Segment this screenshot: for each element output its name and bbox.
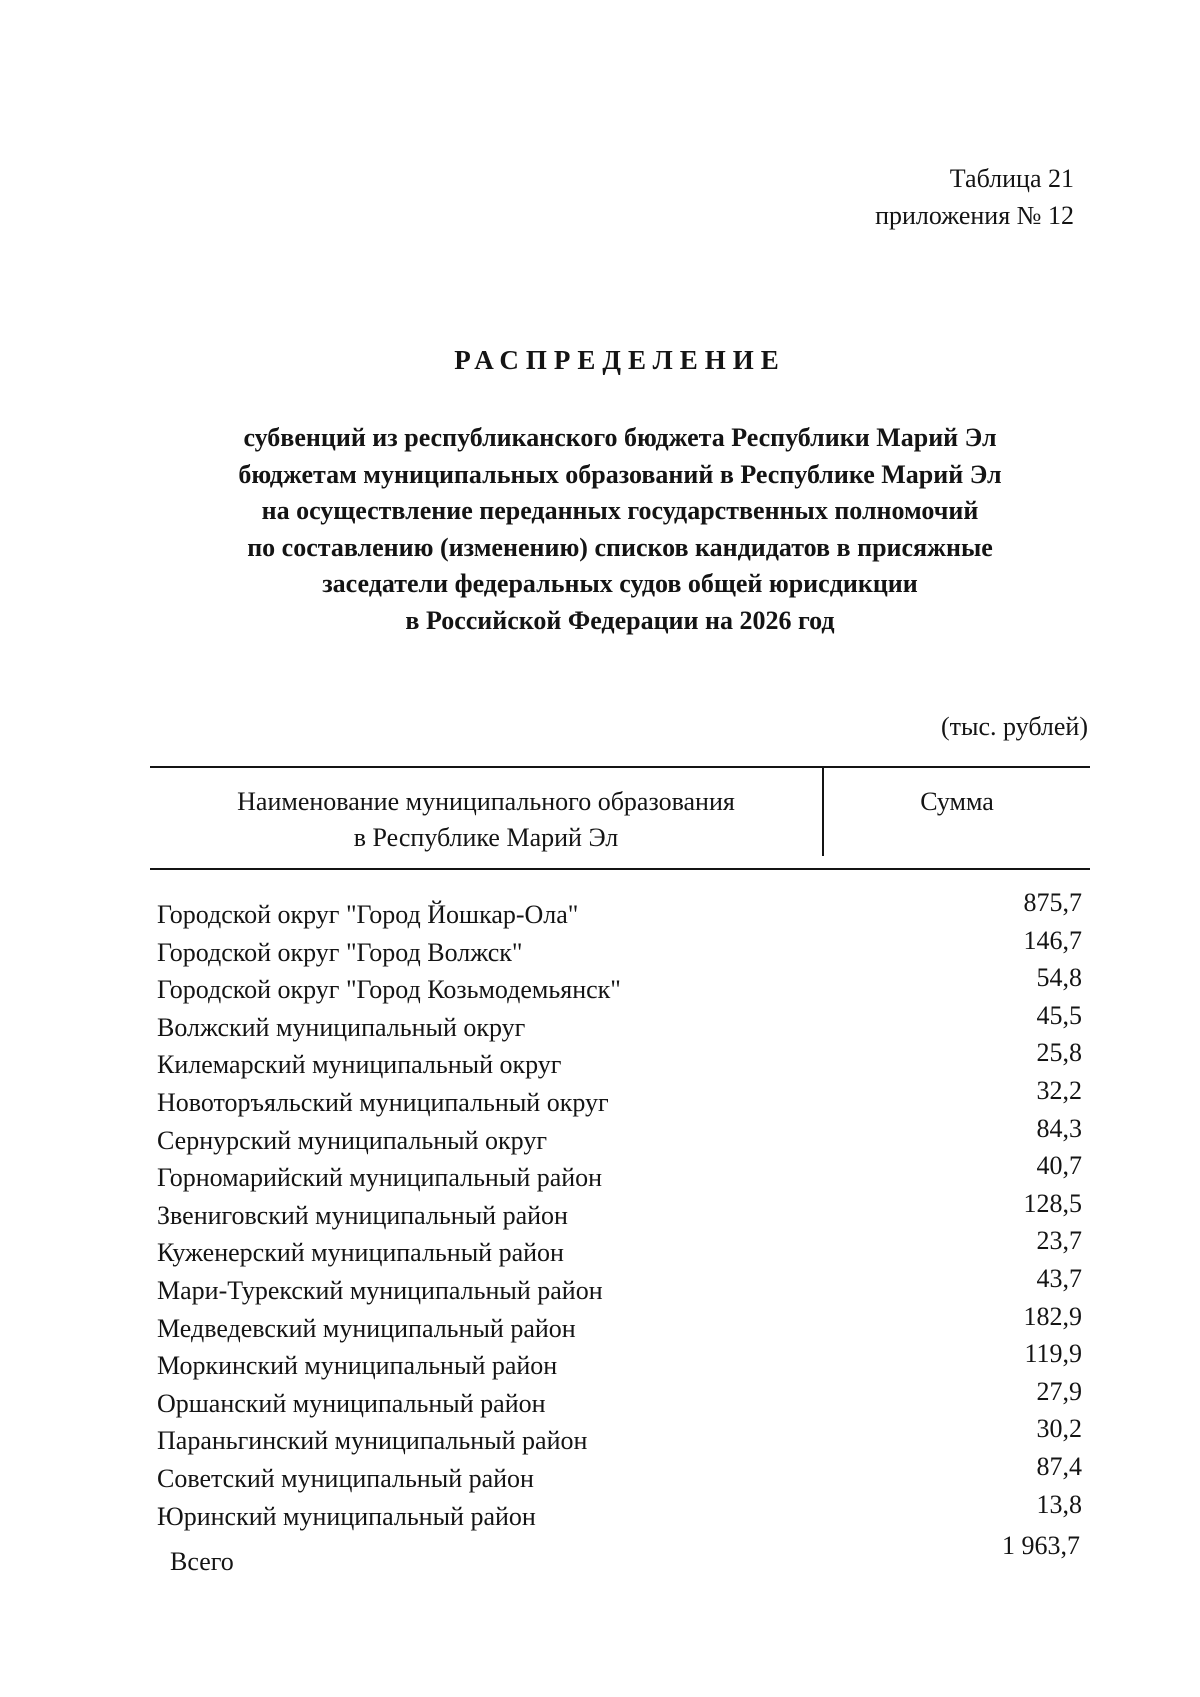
table-row — [157, 1263, 1082, 1305]
table-total-row — [170, 1531, 1080, 1576]
column-header-name — [150, 784, 822, 856]
municipality-name: Сернурский муниципальный округ — [157, 1125, 547, 1155]
subvention-amount: 128,5 — [1023, 1188, 1082, 1218]
subvention-amount: 40,7 — [1036, 1151, 1082, 1181]
table-row — [157, 1040, 1082, 1078]
municipality-name: Советский муниципальный район — [157, 1463, 534, 1493]
table-body — [157, 890, 1082, 1529]
subvention-amount: 13,8 — [1036, 1489, 1082, 1519]
municipality-name: Медведевский муниципальный район — [157, 1313, 576, 1343]
table-row — [157, 1416, 1082, 1454]
municipality-name: Звениговский муниципальный район — [157, 1200, 568, 1230]
table-row — [157, 1113, 1082, 1155]
municipality-name: Городской округ "Город Козьмодемьянск" — [157, 975, 621, 1005]
municipality-name: Городской округ "Город Йошкар-Ола" — [157, 900, 579, 929]
table-row — [157, 1341, 1082, 1379]
table-row — [157, 1489, 1082, 1531]
table-row — [157, 1075, 1082, 1117]
column-header-name-line1: Наименование муниципального образования — [237, 787, 735, 816]
subvention-amount: 27,9 — [1036, 1376, 1082, 1406]
column-header-name-line2: в Республике Марий Эл — [353, 823, 619, 852]
table-row — [157, 1301, 1082, 1343]
subtitle-line: заседатели федеральных судов общей юрисдикции — [322, 569, 918, 598]
subtitle-line: субвенций из республиканского бюджета Республики Марий Эл — [243, 423, 997, 452]
municipality-name: Оршанский муниципальный район — [157, 1388, 546, 1418]
table-row — [157, 1188, 1082, 1230]
table-row — [157, 1451, 1082, 1493]
subvention-amount: 30,2 — [1036, 1414, 1082, 1444]
subvention-amount: 84,3 — [1036, 1113, 1082, 1143]
subvention-amount: 32,2 — [1036, 1075, 1082, 1105]
table-row — [157, 1228, 1082, 1266]
total-amount: 1 963,7 — [1002, 1531, 1080, 1560]
municipality-name: Моркинский муниципальный район — [157, 1351, 558, 1381]
subvention-amount: 87,4 — [1036, 1451, 1082, 1481]
municipality-name: Волжский муниципальный округ — [157, 1012, 526, 1042]
municipality-name: Параньгинский муниципальный район — [157, 1426, 588, 1456]
appendix-reference: приложения № 12 — [875, 201, 1074, 230]
table-reference — [875, 160, 1074, 234]
subtitle-line: по составлению (изменению) списков кандидатов в присяжные — [247, 532, 993, 562]
table-row — [157, 1376, 1082, 1418]
document-title: РАСПРЕДЕЛЕНИЕ — [454, 345, 786, 375]
total-label: Всего — [170, 1547, 234, 1576]
column-header-sum: Сумма — [920, 787, 994, 816]
municipality-name: Горномарийский муниципальный район — [157, 1163, 603, 1193]
table-header — [150, 766, 1090, 870]
table-row — [157, 965, 1082, 1003]
subvention-amount: 23,7 — [1036, 1226, 1082, 1256]
table-row — [157, 1000, 1082, 1042]
municipality-name: Мари-Турекский муниципальный район — [157, 1275, 603, 1305]
municipality-name: Куженерский муниципальный район — [157, 1238, 564, 1268]
units-label: (тыс. рублей) — [940, 712, 1088, 741]
table-row — [157, 925, 1082, 967]
subvention-amount: 182,9 — [1023, 1301, 1082, 1331]
subtitle-line: на осуществление переданных государственных полномочий — [261, 496, 979, 525]
subvention-amount: 54,8 — [1036, 963, 1082, 993]
table-number: Таблица 21 — [949, 164, 1074, 193]
municipality-name: Килемарский муниципальный округ — [157, 1050, 562, 1080]
subvention-amount: 43,7 — [1036, 1263, 1082, 1293]
table-row — [157, 890, 1082, 928]
municipality-name: Городской округ "Город Волжск" — [157, 937, 523, 967]
subvention-amount: 25,8 — [1036, 1038, 1082, 1068]
municipality-name: Юринский муниципальный район — [157, 1501, 536, 1531]
municipality-name: Новоторъяльский муниципальный округ — [157, 1087, 609, 1117]
subvention-amount: 875,7 — [1023, 888, 1082, 917]
subtitle-line: в Российской Федерации на 2026 год — [405, 605, 835, 635]
subvention-amount: 45,5 — [1036, 1000, 1082, 1030]
subvention-amount: 146,7 — [1023, 925, 1082, 955]
document-subtitle — [150, 420, 1090, 639]
table-row — [157, 1153, 1082, 1191]
subvention-amount: 119,9 — [1024, 1339, 1082, 1369]
subtitle-line: бюджетам муниципальных образований в Республике Марий Эл — [238, 459, 1002, 489]
